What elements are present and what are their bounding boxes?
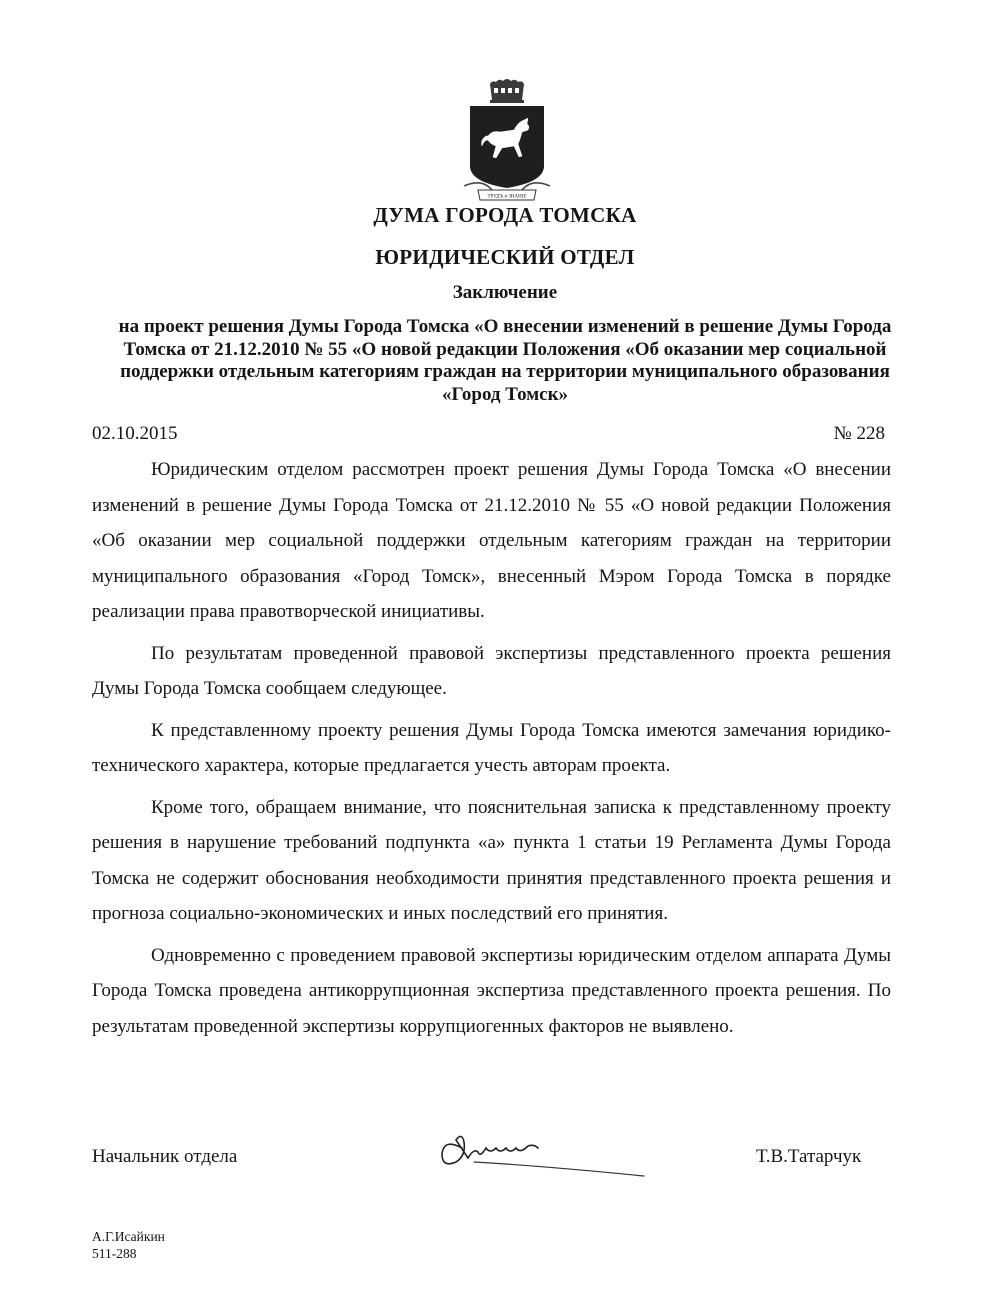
executor-info — [92, 1228, 165, 1262]
body-paragraph: К представленному проекту решения Думы Города Томска имеются замечания юридико-технического характера, которые предлагается учесть авторам проекта. — [92, 719, 891, 776]
tomsk-coat-of-arms-emblem — [462, 78, 552, 206]
motto-ribbon — [478, 190, 536, 200]
handwritten-signature — [434, 1118, 654, 1180]
document-body — [92, 452, 891, 1050]
executor-name: А.Г.Исайкин — [92, 1229, 165, 1244]
svg-text:ТРУДЪ и ЗНАНIЕ: ТРУДЪ и ЗНАНIЕ — [487, 194, 527, 200]
crown-icon — [490, 79, 524, 103]
body-paragraph: По результатам проведенной правовой экспертизы представленного проекта решения Думы Города Томска сообщаем следующее. — [92, 642, 891, 699]
body-paragraph: Одновременно с проведением правовой экспертизы юридическим отделом аппарата Думы Города Томска проведена антикоррупционная экспертиза представленного проекта решения. По результатам проведенной экспертизы коррупциогенных факторов не выявлено. — [92, 944, 891, 1037]
body-paragraph: Кроме того, обращаем внимание, что пояснительная записка к представленному проекту решения в нарушение требований подпункта «а» пункта 1 статьи 19 Регламента Думы Города Томска не содержит обоснования необходимости принятия представленного проекта решения и прогноза социально-экономических и иных последствий его принятия. — [92, 796, 891, 924]
department-title: ЮРИДИЧЕСКИЙ ОТДЕЛ — [375, 245, 635, 269]
document-date: 02.10.2015 — [92, 423, 178, 444]
document-type-heading: Заключение — [452, 282, 558, 303]
document-number: № 228 — [833, 423, 885, 444]
organization-title: ДУМА ГОРОДА ТОМСКА — [373, 203, 637, 227]
document-subject: на проект решения Думы Города Томска «О внесении изменений в решение Думы Города Томска от 21.12.2010 № 55 «О новой редакции Положения «Об оказании мер социальной поддержки отдельным категориям граждан на территории муниципального образования «Город Томск» — [118, 316, 892, 405]
signatory-name: Т.В.Татарчук — [756, 1146, 862, 1167]
body-paragraph: Юридическим отделом рассмотрен проект решения Думы Города Томска «О внесении изменений в решение Думы Города Томска от 21.12.2010 № 55 «О новой редакции Положения «Об оказании мер социальной поддержки отдельным категориям граждан на территории муниципального образования «Город Томск», внесенный Мэром Города Томска в порядке реализации права правотворческой инициативы. — [92, 459, 891, 622]
executor-phone: 511-288 — [92, 1246, 137, 1261]
signatory-role: Начальник отдела — [92, 1146, 238, 1167]
